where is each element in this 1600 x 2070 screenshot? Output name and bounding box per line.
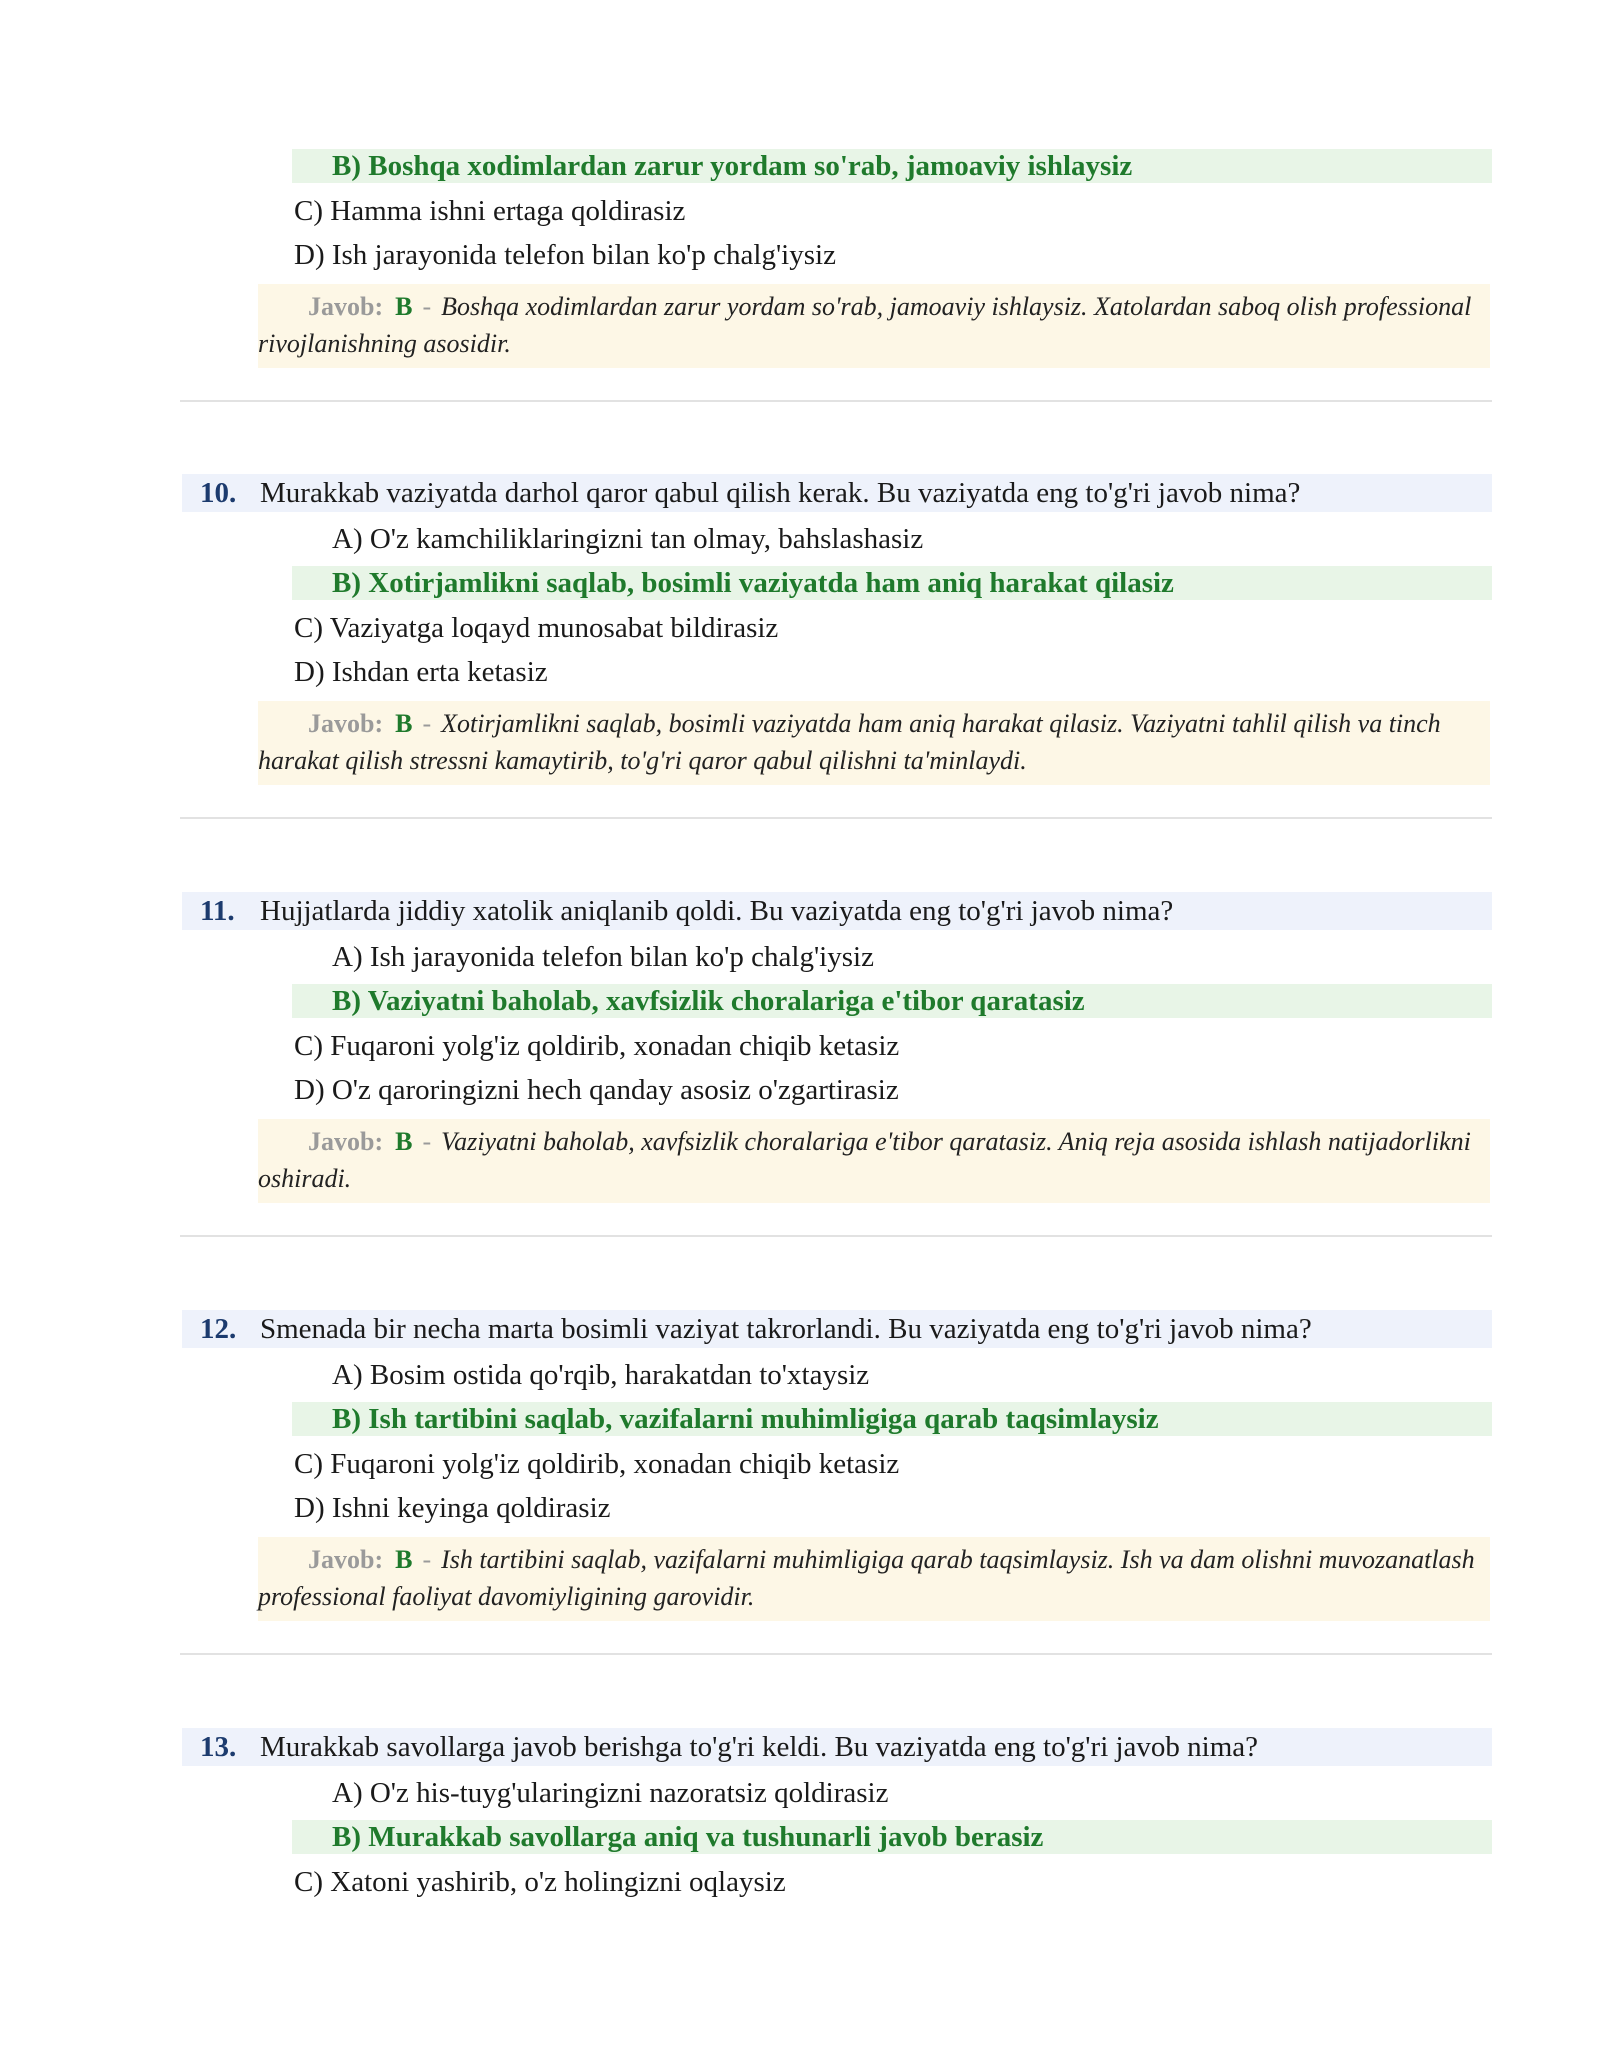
- answer-label: Javob:: [308, 292, 384, 321]
- answer-label: Javob:: [308, 1545, 384, 1574]
- option: A) Ish jarayonida telefon bilan ko'p chalg'iysiz: [332, 941, 874, 973]
- option: D) Ishni keyinga qoldirasiz: [294, 1492, 611, 1524]
- option: C) Fuqaroni yolg'iz qoldirib, xonadan chiqib ketasiz: [294, 1030, 900, 1062]
- question-number: 11.: [200, 895, 235, 927]
- question-text: Murakkab savollarga javob berishga to'g'ri keldi. Bu vaziyatda eng to'g'ri javob nima?: [260, 1731, 1259, 1763]
- option: D) Ish jarayonida telefon bilan ko'p chalg'iysiz: [294, 239, 836, 271]
- option: C) Xatoni yashirib, o'z holingizni oqlaysiz: [294, 1866, 786, 1898]
- option: A) O'z kamchiliklaringizni tan olmay, bahslashasiz: [332, 523, 924, 555]
- option-correct: B) Vaziyatni baholab, xavfsizlik choralariga e'tibor qaratasiz: [292, 984, 1492, 1018]
- question-12: [182, 1310, 1492, 1348]
- answer-explanation: Boshqa xodimlardan zarur yordam so'rab, jamoaviy ishlaysiz. Xatolardan saboq olish professional rivojlanishning asosidir.: [258, 292, 1472, 358]
- question-10: [182, 474, 1492, 512]
- question-text: Smenada bir necha marta bosimli vaziyat takrorlandi. Bu vaziyatda eng to'g'ri javob nima?: [260, 1313, 1312, 1345]
- option-correct: B) Xotirjamlikni saqlab, bosimli vaziyatda ham aniq harakat qilasiz: [292, 566, 1492, 600]
- answer-dash: -: [422, 709, 432, 738]
- question-number: 12.: [200, 1313, 237, 1345]
- answer-label: Javob:: [308, 1127, 384, 1156]
- answer-dash: -: [422, 1127, 432, 1156]
- question-13: [182, 1728, 1492, 1766]
- option-correct: B) Ish tartibini saqlab, vazifalarni muhimligiga qarab taqsimlaysiz: [292, 1402, 1492, 1436]
- option: A) O'z his-tuyg'ularingizni nazoratsiz qoldirasiz: [332, 1777, 889, 1809]
- option: D) O'z qaroringizni hech qanday asosiz o'zgartirasiz: [294, 1074, 899, 1106]
- answer-label: Javob:: [308, 709, 384, 738]
- answer-box: [258, 284, 1490, 368]
- option: C) Hamma ishni ertaga qoldirasiz: [294, 195, 686, 227]
- answer-box: [258, 1537, 1490, 1621]
- answer-explanation: Xotirjamlikni saqlab, bosimli vaziyatda ham aniq harakat qilasiz. Vaziyatni tahlil qilish va tinch harakat qilish stressni kamaytirib, to'g'ri qaror qabul qilishni ta'minlaydi.: [258, 709, 1441, 775]
- question-text: Hujjatlarda jiddiy xatolik aniqlanib qoldi. Bu vaziyatda eng to'g'ri javob nima?: [260, 895, 1174, 927]
- option: C) Vaziyatga loqayd munosabat bildirasiz: [294, 612, 779, 644]
- option: A) Bosim ostida qo'rqib, harakatdan to'xtaysiz: [332, 1359, 870, 1391]
- option: C) Fuqaroni yolg'iz qoldirib, xonadan chiqib ketasiz: [294, 1448, 900, 1480]
- answer-explanation: Ish tartibini saqlab, vazifalarni muhimligiga qarab taqsimlaysiz. Ish va dam olishni muvozanatlash professional faoliyat davomiyligining garovidir.: [258, 1545, 1475, 1611]
- question-text: Murakkab vaziyatda darhol qaror qabul qilish kerak. Bu vaziyatda eng to'g'ri javob nima?: [260, 477, 1301, 509]
- answer-letter: B: [395, 292, 413, 321]
- option-correct: B) Boshqa xodimlardan zarur yordam so'rab, jamoaviy ishlaysiz: [292, 149, 1492, 183]
- answer-box: [258, 701, 1490, 785]
- divider: [180, 817, 1492, 819]
- option: D) Ishdan erta ketasiz: [294, 656, 548, 688]
- option-correct: B) Murakkab savollarga aniq va tushunarli javob berasiz: [292, 1820, 1492, 1854]
- question-number: 13.: [200, 1731, 237, 1763]
- answer-letter: B: [395, 1127, 413, 1156]
- divider: [180, 1653, 1492, 1655]
- answer-box: [258, 1119, 1490, 1203]
- answer-explanation: Vaziyatni baholab, xavfsizlik choralariga e'tibor qaratasiz. Aniq reja asosida ishlash natijadorlikni oshiradi.: [258, 1127, 1471, 1193]
- divider: [180, 400, 1492, 402]
- question-number: 10.: [200, 477, 237, 509]
- question-11: [182, 892, 1492, 930]
- divider: [180, 1235, 1492, 1237]
- answer-dash: -: [422, 1545, 432, 1574]
- answer-letter: B: [395, 1545, 413, 1574]
- answer-dash: -: [422, 292, 432, 321]
- answer-letter: B: [395, 709, 413, 738]
